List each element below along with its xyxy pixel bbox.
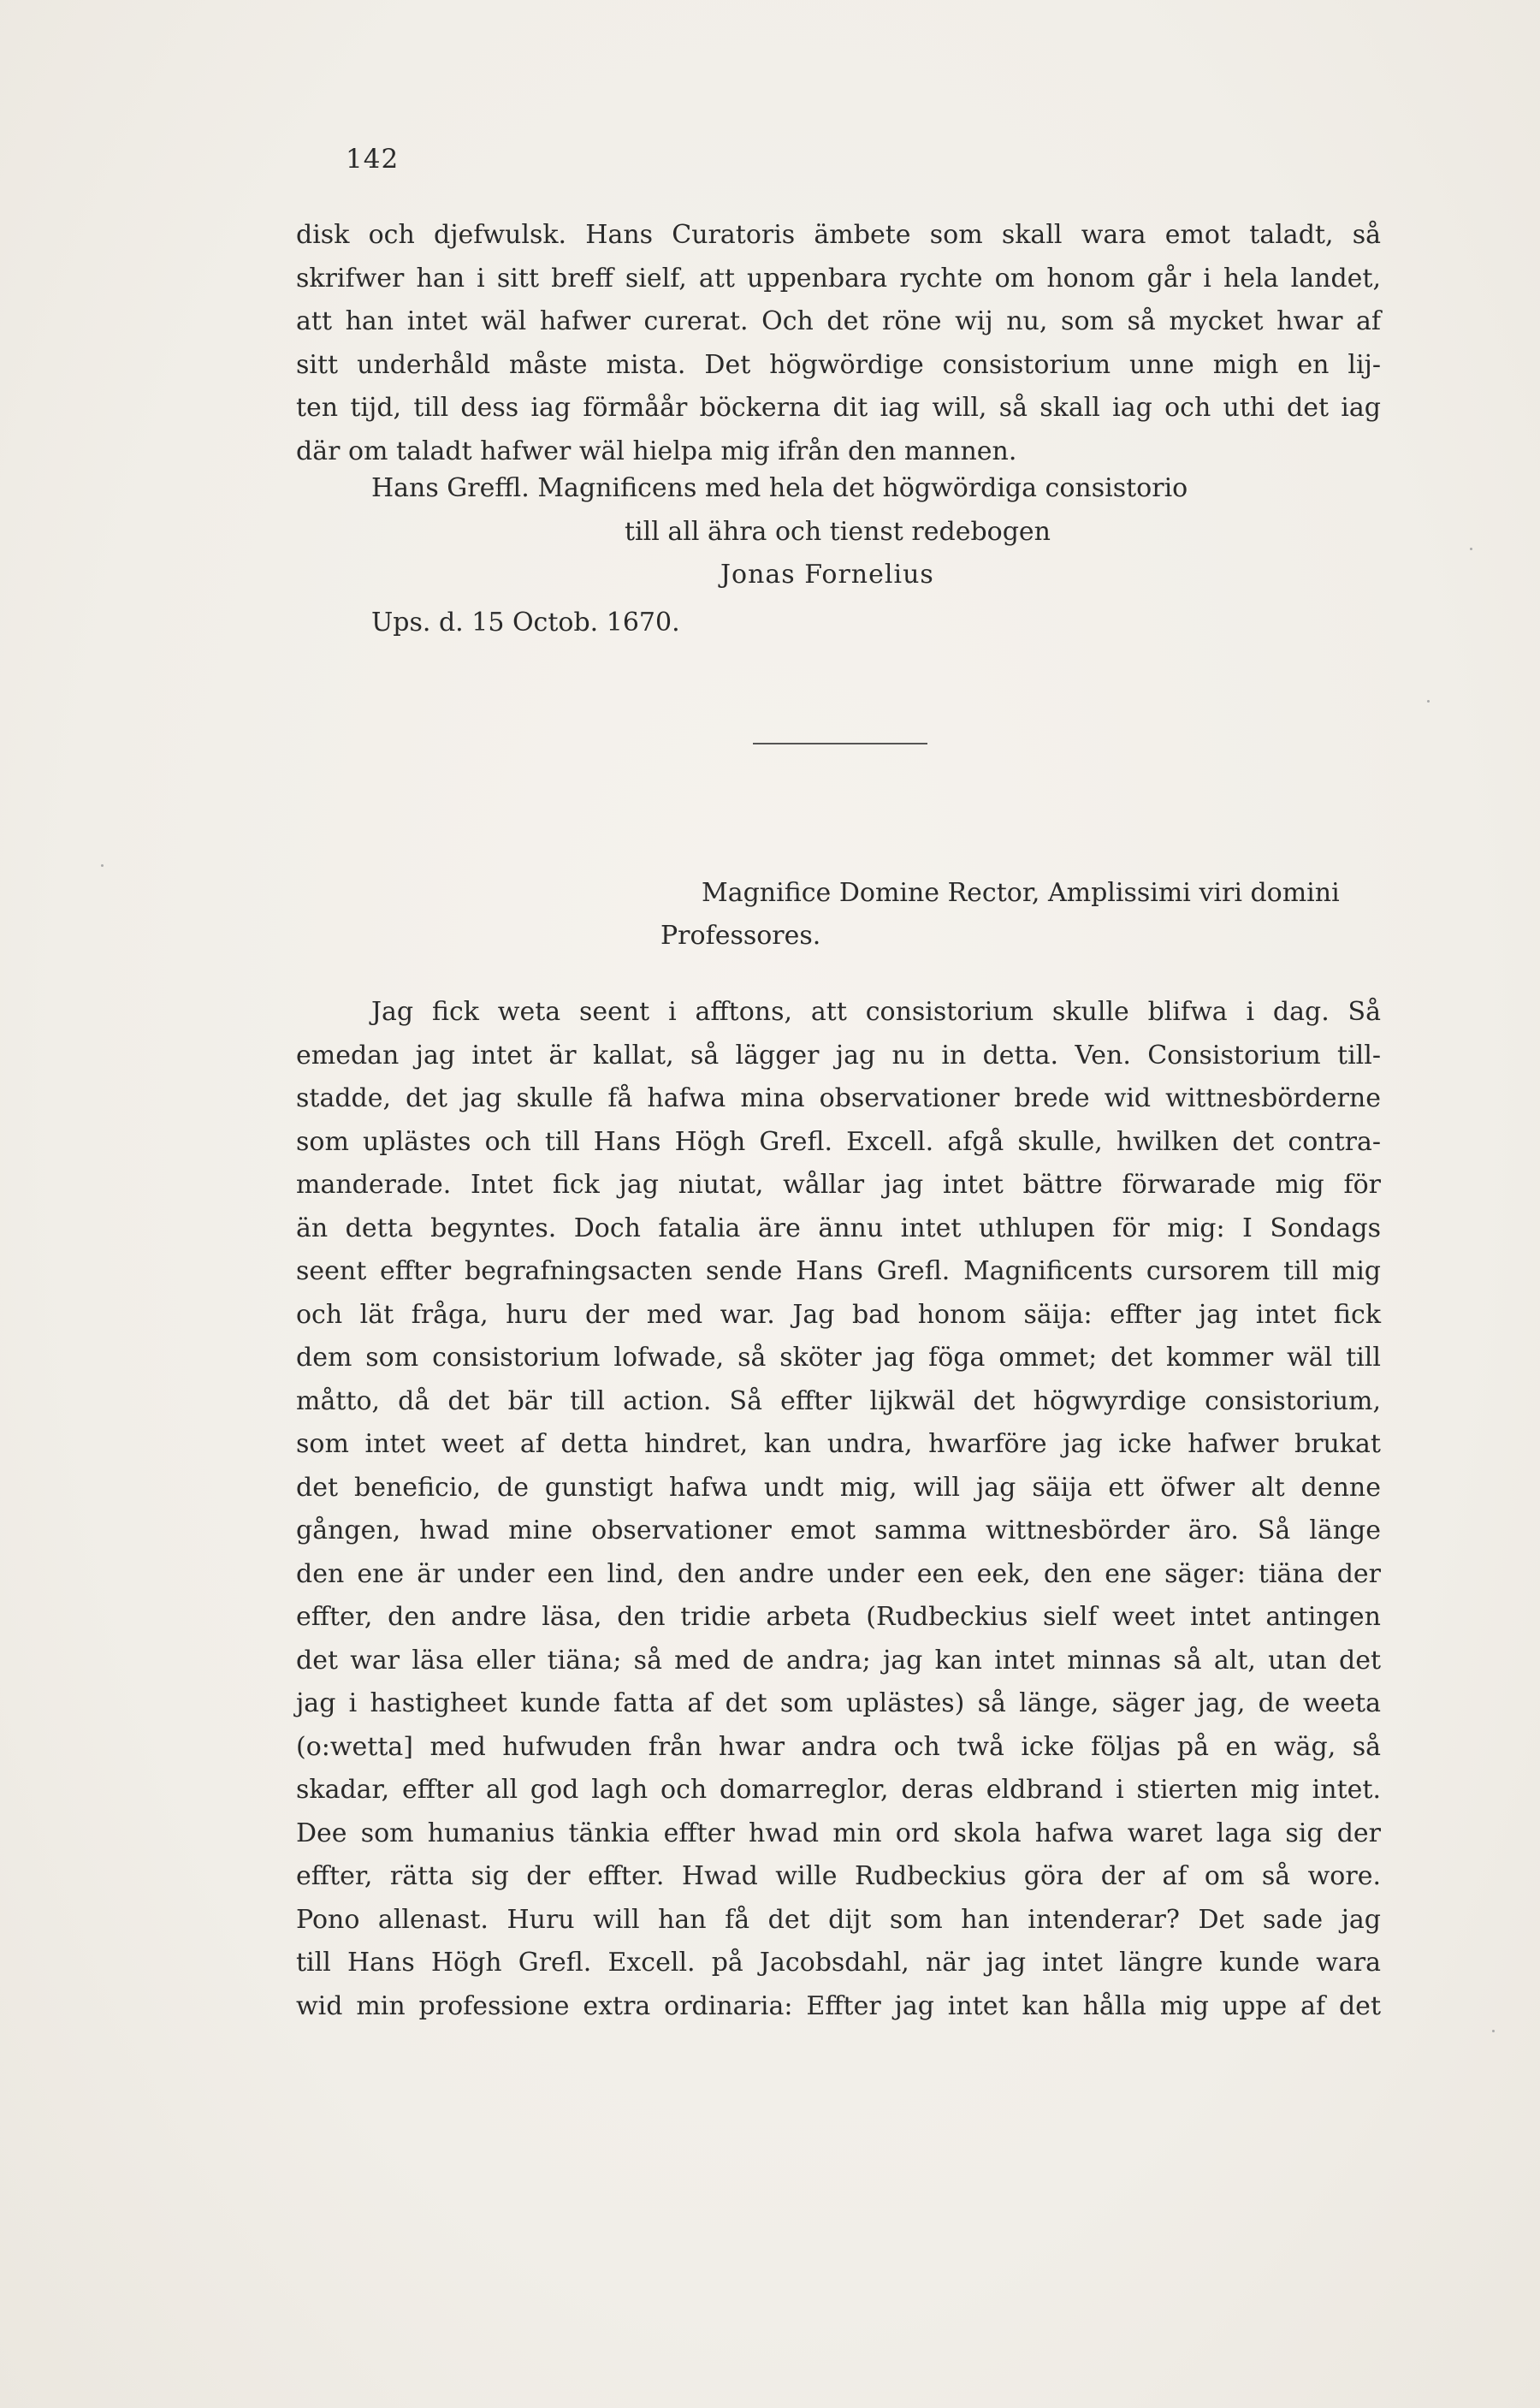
paragraph-2 [296,991,1381,2028]
paragraph-line: än detta begyntes. Doch fatalia äre ännu intet uthlupen för mig: I Sondags [296,1213,1381,1243]
signature-name: Jonas Fornelius [720,560,934,590]
paragraph-line: stadde, det jag skulle få hafwa mina observationer brede wid wittnesbörderne [296,1083,1381,1113]
closing-signoff: Hans Greffl. Magnificens med hela det högwördiga consistorio [371,473,1188,503]
letter-date: Ups. d. 15 Octob. 1670. [371,608,680,638]
paragraph-line: skadar, effter all god lagh och domarreglor, deras eldbrand i stierten mig intet. [296,1775,1381,1805]
paragraph-line: Jag fick weta seent i afftons, att consistorium skulle blifwa i dag. Så [371,997,1381,1027]
paragraph-line: dem som consistorium lofwade, så sköter jag föga ommet; det kommer wäl till [296,1343,1381,1373]
paragraph-line: manderade. Intet fick jag niutat, wållar jag intet bättre förwarade mig för [296,1170,1381,1200]
paragraph-line: seent effter begrafningsacten sende Hans Grefl. Magnificents cursorem till mig [296,1256,1381,1286]
section-divider [753,743,927,744]
paragraph-line: det beneficio, de gunstigt hafwa undt mig, will jag säija ett öfwer alt denne [296,1472,1381,1503]
paragraph-line: det war läsa eller tiäna; så med de andra; jag kan intet minnas så alt, utan det [296,1645,1381,1676]
paragraph-line: som uplästes och till Hans Högh Grefl. Excell. afgå skulle, hwilken det contra- [296,1126,1381,1157]
paper-speck [1470,548,1472,550]
paragraph-line: ten tijd, till dess iag förmåår böckerna dit iag will, så skall iag och uthi det iag [296,393,1381,423]
paragraph-line: jag i hastigheet kunde fatta af det som uplästes) så länge, säger jag, de weeta [296,1688,1381,1718]
paragraph-line: som intet weet af detta hindret, kan undra, hwarföre jag icke hafwer brukat [296,1429,1381,1459]
paragraph-line: (o:wetta] med hufwuden från hwar andra och twå icke följas på en wäg, så [296,1731,1381,1762]
paragraph-line: effter, den andre läsa, den tridie arbeta (Rudbeckius sielf weet intet antingen [296,1602,1381,1632]
paragraph-line: disk och djefwulsk. Hans Curatoris ämbete som skall wara emot taladt, så [296,220,1381,250]
paragraph-line: Pono allenast. Huru will han få det dijt som han intenderar? Det sade jag [296,1904,1381,1935]
paragraph-line: där om taladt hafwer wäl hielpa mig ifrån den mannen. [296,436,1017,466]
paragraph-line: gången, hwad mine observationer emot samma wittnesbörder äro. Så länge [296,1515,1381,1545]
paragraph-line: att han intet wäl hafwer curerat. Och det röne wij nu, som så mycket hwar af [296,306,1381,336]
page-number: 142 [346,144,400,175]
salutation-line: Magnifice Domine Rector, Amplissimi viri domini [702,878,1340,908]
paragraph-line: till Hans Högh Grefl. Excell. på Jacobsdahl, när jag intet längre kunde wara [296,1948,1381,1978]
paragraph-line: och lät fråga, huru der med war. Jag bad honom säija: effter jag intet fick [296,1299,1381,1330]
paragraph-line: emedan jag intet är kallat, så lägger jag nu in detta. Ven. Consistorium till- [296,1040,1381,1071]
paragraph-1 [296,214,1381,473]
paper-speck [1427,700,1430,703]
paragraph-line: sitt underhåld måste mista. Det högwördige consistorium unne migh en lij- [296,349,1381,380]
paper-speck [101,864,104,867]
paragraph-line: skrifwer han i sitt breff sielf, att uppenbara rychte om honom går i hela landet, [296,263,1381,294]
paper-speck [1492,2030,1495,2032]
salutation-line: Professores. [660,921,821,951]
paragraph-line: Dee som humanius tänkia effter hwad min ord skola hafwa waret laga sig der [296,1818,1381,1848]
closing-devotion: till all ähra och tienst redebogen [625,517,1051,547]
paragraph-line: wid min professione extra ordinaria: Effter jag intet kan hålla mig uppe af det [296,1990,1381,2021]
paragraph-line: måtto, då det bär till action. Så effter lijkwäl det högwyrdige consistorium, [296,1385,1381,1416]
paragraph-line: effter, rätta sig der effter. Hwad wille Rudbeckius göra der af om så wore. [296,1861,1381,1891]
paragraph-line: den ene är under een lind, den andre under een eek, den ene säger: tiäna der [296,1558,1381,1589]
